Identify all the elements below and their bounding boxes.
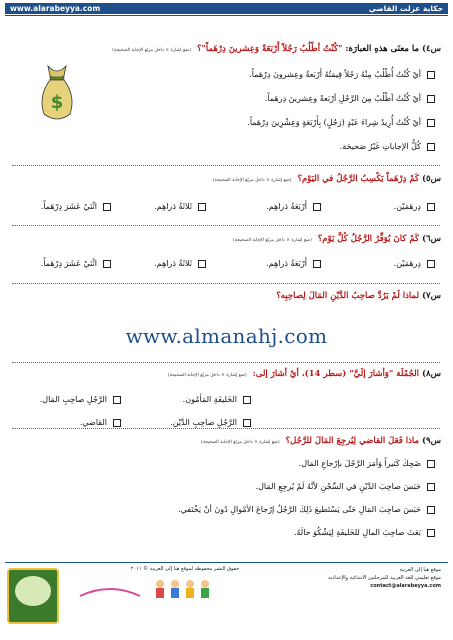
divider <box>12 165 440 166</box>
q9-option-1[interactable]: ضَحِكَ كَثيراً وَأمَرَ الرَّجُلَ بإرْجاعِ المَال. <box>299 458 435 469</box>
checkbox[interactable] <box>198 260 206 268</box>
checkbox[interactable] <box>427 483 435 491</box>
checkbox[interactable] <box>427 95 435 103</box>
checkbox[interactable] <box>427 71 435 79</box>
q9-title: س٩) ماذا فَعَلَ القاضي لِيُرجِعَ المَالَ للرَّجُل؟ (ضع إشارة × داخل مربّع الإجابة الصحيحة) <box>200 436 441 446</box>
checkbox[interactable] <box>313 203 321 211</box>
q9-option-2[interactable]: حَبَسَ صاحِبَ الدَّيْنِ في السِّجْنِ لأنَّهُ لَمْ يُرجِعِ المَال. <box>256 481 435 492</box>
checkbox[interactable] <box>427 460 435 468</box>
q4-option-2[interactable]: أيْ كُنْتُ أطْلُبُ مِنَ الرَّجُلِ أرْبَعةً وعِشرينَ دِرهَماً. <box>265 93 435 104</box>
site-description: موقع تعليمي للغة العربية للمرحلتين الابتدائية والإعدادية <box>328 575 441 581</box>
checkbox[interactable] <box>113 396 121 404</box>
q8-title: س٨) الجُمْلَة "وَأشارَ إلَيَّ" (سطر 14)، أيْ أشارَ إلى: (ضع إشارة × داخل مربّع الإجابة الصحيحة) <box>167 369 441 379</box>
q4-option-1[interactable]: أيْ كُنْتُ أُطْلُبُ مِنْهُ رَجُلاً قِيمَتُهُ أَرْبَعةٌ وعِشرونَ دِرْهَماً. <box>249 69 435 80</box>
divider <box>12 362 440 363</box>
checkbox[interactable] <box>313 260 321 268</box>
footer-divider <box>5 562 448 563</box>
q6-option-1[interactable]: دِرهَمَيْن. <box>394 258 435 269</box>
divider <box>12 225 440 226</box>
q5-option-4[interactable]: اثْنَيْ عَشَرَ دِرْهَماً. <box>41 201 111 212</box>
q8-option-1[interactable]: الخَليفَةِ المَأمُون. <box>183 394 251 405</box>
checkbox[interactable] <box>427 203 435 211</box>
checkbox[interactable] <box>103 260 111 268</box>
checkbox[interactable] <box>427 119 435 127</box>
q7-title: س٧) لماذا لَمْ يَرُدَّ صاحِبُ الدَّيْنِ المَالَ لِصاحِبِه؟ <box>276 291 441 301</box>
checkbox[interactable] <box>427 529 435 537</box>
checkbox[interactable] <box>427 260 435 268</box>
checkbox[interactable] <box>103 203 111 211</box>
divider <box>12 428 440 429</box>
q8-option-3[interactable]: الرَّجُلِ صاحِبِ الدَّيْن. <box>170 417 251 428</box>
top-bar <box>5 3 448 14</box>
q4-option-3[interactable]: أيْ كُنْتُ أُرِيدُ شِراءَ عَبْدٍ (رَجُلٍ) بِأَرْبَعَةٍ وَعِشْرِينَ دِرْهَماً. <box>247 117 435 128</box>
contact-block <box>291 566 441 590</box>
q5-option-2[interactable]: أَرْبَعَةُ دَراهِم. <box>266 201 321 212</box>
contact-email[interactable]: contact@alarabeyya.com <box>370 583 441 589</box>
header-divider <box>5 15 448 16</box>
q8-option-2[interactable]: الرَّجُلِ صاحِبِ المَال. <box>40 394 121 405</box>
checkbox[interactable] <box>113 419 121 427</box>
site-logo[interactable] <box>7 568 59 624</box>
q5-title: س٥) كَمْ دِرْهَماً يَكْسِبُ الرَّجُلُ في اليَوْم؟ (ضع إشارة × داخل مربّع الإجابة الصحيحة) <box>212 174 441 184</box>
watermark: www.almanahj.com <box>125 324 328 348</box>
footer <box>0 562 453 640</box>
question-6 <box>11 234 441 274</box>
q6-option-4[interactable]: اثْنَيْ عَشَرَ دِرْهَماً. <box>41 258 111 269</box>
question-4 <box>11 44 441 159</box>
website-label: www.alarabeyya.com <box>10 4 101 13</box>
question-5 <box>11 174 441 214</box>
divider <box>12 283 440 284</box>
q4-option-4[interactable]: كُلُّ الإجاباتِ غَيْرُ صَحيحَة. <box>340 141 435 152</box>
q6-title: س٦) كَمْ كانَ يُوَفِّرُ الرَّجُلُ كُلَّ يَوْم؟ (ضع إشارة × داخل مربّع الإجابة الصحيحة) <box>233 234 441 244</box>
q8-option-4[interactable]: القاضي. <box>80 417 121 428</box>
site-name: موقع هيا إلى العربية <box>399 567 441 573</box>
children-illustration-icon <box>70 576 220 600</box>
checkbox[interactable] <box>427 143 435 151</box>
q9-option-3[interactable]: حَبَسَ صاحِبَ المَالِ حَتّى يَسْتَطيعَ ذَلِكَ الرَّجُلُ إرْجاعَ الأمْوالِ دُونَ أنْ يَخْتَفي. <box>178 504 435 515</box>
page-title: حكاية عزلت القاضي <box>368 4 443 13</box>
question-7 <box>11 291 441 311</box>
question-9 <box>11 436 441 556</box>
q4-title: س٤) ما معنَى هذهِ العبارَة: "كُنْتُ أطْلُبُ رَجُلاً أَرْبَعَةً وَعِشرينَ دِرْهَماً"؟ (ضع إشارة × داخل مربّع الإجابة الصحيحة) <box>112 44 441 54</box>
q5-option-3[interactable]: ثَلاثَةُ دَراهِم. <box>154 201 206 212</box>
q5-option-1[interactable]: دِرهَمَيْن. <box>394 201 435 212</box>
copyright-text: حقوق النشر محفوظة لموقع هيا إلى العربية © ٢٠١١ <box>130 566 240 572</box>
svg-text:$: $ <box>50 92 64 113</box>
logo-emblem <box>15 576 51 606</box>
checkbox[interactable] <box>243 396 251 404</box>
checkbox[interactable] <box>198 203 206 211</box>
q6-option-3[interactable]: ثَلاثَةُ دَراهِم. <box>154 258 206 269</box>
checkbox[interactable] <box>427 506 435 514</box>
q6-option-2[interactable]: أَرْبَعَةُ دَراهِم. <box>266 258 321 269</box>
q9-option-4[interactable]: بَعَثَ صاحِبَ المالِ للخَليفَةِ لِيَشْكُوَ حالَهُ. <box>294 527 435 538</box>
checkbox[interactable] <box>243 419 251 427</box>
